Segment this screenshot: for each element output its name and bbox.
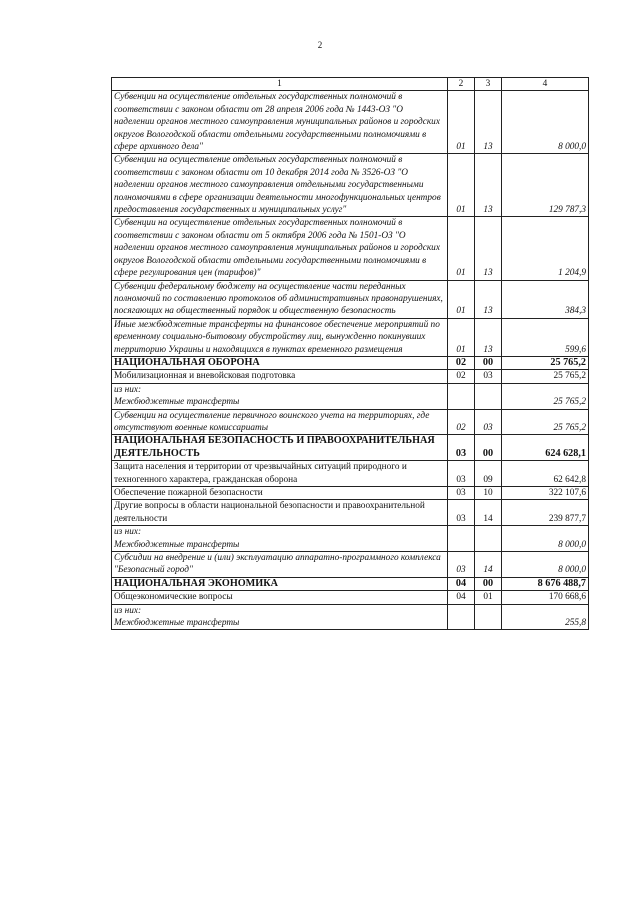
budget-table	[111, 77, 589, 630]
row-amount: 62 642,8	[502, 461, 589, 487]
row-name-cell: из них: Межбюджетные трансферты	[112, 526, 448, 552]
row-section-code: 02	[448, 356, 475, 369]
row-amount: 8 000,0	[502, 526, 589, 552]
column-number-4: 4	[502, 78, 589, 91]
row-name-cell: Субвенции федеральному бюджету на осуществление части переданных полномочий по составлению протоколов об административных правонарушениях, посягающих на общественный порядок и общественную безопасность	[112, 280, 448, 318]
table-row	[112, 318, 589, 356]
row-amount: 25 765,2	[502, 356, 589, 369]
row-section-code: 02	[448, 409, 475, 435]
row-name-cell: Субвенции на осуществление отдельных государственных полномочий в соответствии с законом области от 28 апреля 2006 года № 1443-ОЗ "О наделении органов местного самоуправления муниципальных районов и городских округов Вологодской области отдельными государственными полномочиями в сфере архивного дела"	[112, 91, 448, 154]
row-section-code: 01	[448, 280, 475, 318]
row-amount: 239 877,7	[502, 500, 589, 526]
table-row	[112, 461, 589, 487]
column-number-1: 1	[112, 78, 448, 91]
row-subsection-code: 01	[475, 591, 502, 604]
row-amount: 25 765,2	[502, 383, 589, 409]
row-name-cell: НАЦИОНАЛЬНАЯ ОБОРОНА	[112, 356, 448, 369]
row-subsection-code: 00	[475, 435, 502, 461]
row-name-cell: НАЦИОНАЛЬНАЯ БЕЗОПАСНОСТЬ И ПРАВООХРАНИТЕЛЬНАЯ ДЕЯТЕЛЬНОСТЬ	[112, 435, 448, 461]
row-name-cell: Субсидии на внедрение и (или) эксплуатацию аппаратно-программного комплекса "Безопасный город"	[112, 552, 448, 578]
row-subsection-code: 03	[475, 409, 502, 435]
table-row	[112, 383, 589, 409]
row-amount: 624 628,1	[502, 435, 589, 461]
table-row	[112, 591, 589, 604]
row-name-cell: из них: Межбюджетные трансферты	[112, 383, 448, 409]
row-amount: 8 000,0	[502, 91, 589, 154]
table-row	[112, 552, 589, 578]
table-row	[112, 91, 589, 154]
budget-table-body	[112, 78, 589, 630]
table-row	[112, 370, 589, 383]
row-amount: 255,8	[502, 604, 589, 630]
column-number-3: 3	[475, 78, 502, 91]
table-row	[112, 500, 589, 526]
table-row	[112, 356, 589, 369]
row-section-code: 01	[448, 217, 475, 280]
row-subsection-code	[475, 526, 502, 552]
row-section-code: 03	[448, 435, 475, 461]
row-name-cell: Общеэкономические вопросы	[112, 591, 448, 604]
row-name-cell: Мобилизационная и вневойсковая подготовка	[112, 370, 448, 383]
row-subsection-code: 03	[475, 370, 502, 383]
column-number-2: 2	[448, 78, 475, 91]
table-row	[112, 526, 589, 552]
table-row	[112, 409, 589, 435]
row-section-code: 02	[448, 370, 475, 383]
row-amount: 8 676 488,7	[502, 577, 589, 590]
row-subsection-code: 14	[475, 552, 502, 578]
row-amount: 8 000,0	[502, 552, 589, 578]
row-section-code	[448, 383, 475, 409]
row-subsection-code: 13	[475, 280, 502, 318]
row-section-code: 01	[448, 154, 475, 217]
row-amount: 25 765,2	[502, 370, 589, 383]
row-amount: 322 107,6	[502, 487, 589, 500]
row-amount: 384,3	[502, 280, 589, 318]
row-name-cell: Субвенции на осуществление отдельных государственных полномочий в соответствии с законом области от 10 декабря 2014 года № 3526-ОЗ "О наделении органов местного самоуправления отдельными государственными полномочиями в сфере организации деятельности многофункциональных центров предоставления государственных и муниципальных услуг"	[112, 154, 448, 217]
row-subsection-code	[475, 604, 502, 630]
row-subsection-code: 14	[475, 500, 502, 526]
row-section-code: 04	[448, 591, 475, 604]
row-name-cell: Обеспечение пожарной безопасности	[112, 487, 448, 500]
row-subsection-code: 13	[475, 217, 502, 280]
row-name-cell: из них: Межбюджетные трансферты	[112, 604, 448, 630]
row-section-code: 03	[448, 500, 475, 526]
table-row	[112, 217, 589, 280]
row-amount: 599,6	[502, 318, 589, 356]
row-subsection-code: 00	[475, 356, 502, 369]
row-name-cell: Субвенции на осуществление отдельных государственных полномочий в соответствии с законом области от 5 октября 2006 года № 1501-ОЗ "О наделении органов местного самоуправления муниципальных районов и городских округов Вологодской области отдельными государственными полномочиями в сфере регулирования цен (тарифов)"	[112, 217, 448, 280]
row-amount: 129 787,3	[502, 154, 589, 217]
row-subsection-code: 00	[475, 577, 502, 590]
row-name-cell: Иные межбюджетные трансферты на финансовое обеспечение мероприятий по временному социально-бытовому обустройству лиц, вынужденно покинувших территорию Украины и находящихся в пунктах временного размещения	[112, 318, 448, 356]
page-number: 2	[317, 40, 323, 50]
table-row	[112, 604, 589, 630]
row-name-cell: Другие вопросы в области национальной безопасности и правоохранительной деятельности	[112, 500, 448, 526]
row-section-code: 04	[448, 577, 475, 590]
row-subsection-code	[475, 383, 502, 409]
row-amount: 25 765,2	[502, 409, 589, 435]
row-section-code	[448, 604, 475, 630]
row-subsection-code: 10	[475, 487, 502, 500]
row-section-code: 03	[448, 552, 475, 578]
row-name-cell: Защита населения и территории от чрезвычайных ситуаций природного и техногенного характера, гражданская оборона	[112, 461, 448, 487]
row-section-code	[448, 526, 475, 552]
row-subsection-code: 13	[475, 318, 502, 356]
row-name-cell: НАЦИОНАЛЬНАЯ ЭКОНОМИКА	[112, 577, 448, 590]
table-row	[112, 280, 589, 318]
row-subsection-code: 09	[475, 461, 502, 487]
table-row	[112, 435, 589, 461]
row-section-code: 03	[448, 487, 475, 500]
table-row	[112, 577, 589, 590]
row-section-code: 01	[448, 91, 475, 154]
row-section-code: 03	[448, 461, 475, 487]
row-amount: 170 668,6	[502, 591, 589, 604]
row-name-cell: Субвенции на осуществление первичного воинского учета на территориях, где отсутствуют военные комиссариаты	[112, 409, 448, 435]
table-row	[112, 154, 589, 217]
row-subsection-code: 13	[475, 91, 502, 154]
column-number-row	[112, 78, 589, 91]
row-section-code: 01	[448, 318, 475, 356]
row-amount: 1 204,9	[502, 217, 589, 280]
table-row	[112, 487, 589, 500]
row-subsection-code: 13	[475, 154, 502, 217]
